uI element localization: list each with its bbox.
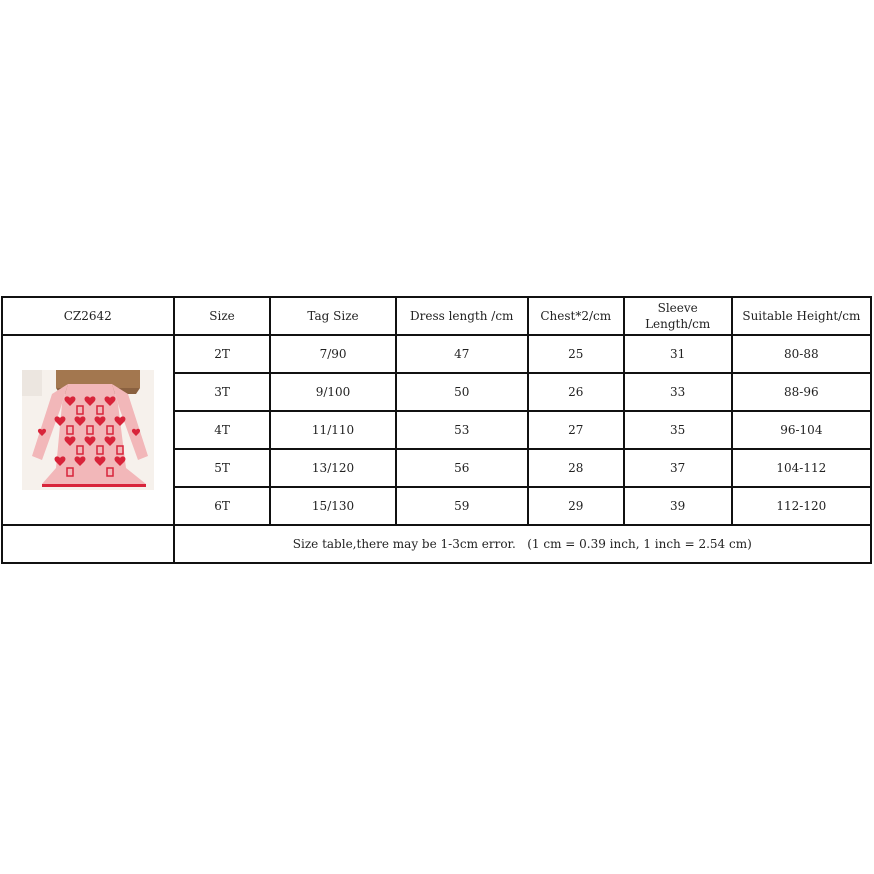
dress-length-cell: 53 — [396, 411, 528, 449]
dress-length-cell: 56 — [396, 449, 528, 487]
note-empty-cell — [2, 525, 174, 563]
dress-length-cell: 59 — [396, 487, 528, 525]
header-chest: Chest*2/cm — [528, 297, 624, 335]
sleeve-length-cell: 35 — [624, 411, 732, 449]
header-dress-length: Dress length /cm — [396, 297, 528, 335]
size-cell: 2T — [174, 335, 271, 373]
sleeve-length-cell: 39 — [624, 487, 732, 525]
suitable-height-cell: 104-112 — [732, 449, 871, 487]
chest-cell: 28 — [528, 449, 624, 487]
suitable-height-cell: 80-88 — [732, 335, 871, 373]
note-row — [2, 525, 871, 563]
product-code-cell — [2, 297, 174, 335]
size-note: Size table,there may be 1-3cm error. (1 cm = 0.39 inch, 1 inch = 2.54 cm) — [292, 537, 752, 551]
tag-size-cell: 9/100 — [270, 373, 395, 411]
product-photo — [22, 370, 154, 490]
tag-size-cell: 15/130 — [270, 487, 395, 525]
tag-size-cell: 7/90 — [270, 335, 395, 373]
suitable-height-cell: 96-104 — [732, 411, 871, 449]
tag-size-cell: 11/110 — [270, 411, 395, 449]
size-table — [1, 296, 872, 564]
header-tag-size: Tag Size — [270, 297, 395, 335]
header-row — [2, 297, 871, 335]
note-cell — [174, 525, 871, 563]
sleeve-length-cell: 31 — [624, 335, 732, 373]
product-image-cell — [2, 335, 174, 525]
header-sleeve-length: Sleeve Length/cm — [624, 297, 732, 335]
chest-cell: 27 — [528, 411, 624, 449]
size-cell: 6T — [174, 487, 271, 525]
suitable-height-cell: 112-120 — [732, 487, 871, 525]
size-cell: 5T — [174, 449, 271, 487]
tag-size-cell: 13/120 — [270, 449, 395, 487]
header-suitable-height: Suitable Height/cm — [732, 297, 871, 335]
product-code: CZ2642 — [63, 309, 112, 323]
suitable-height-cell: 88-96 — [732, 373, 871, 411]
chest-cell: 25 — [528, 335, 624, 373]
table-row — [2, 335, 871, 373]
header-size: Size — [174, 297, 271, 335]
chest-cell: 26 — [528, 373, 624, 411]
chest-cell: 29 — [528, 487, 624, 525]
sleeve-length-cell: 37 — [624, 449, 732, 487]
dress-length-cell: 47 — [396, 335, 528, 373]
dress-illustration — [22, 370, 154, 490]
sleeve-length-cell: 33 — [624, 373, 732, 411]
dress-length-cell: 50 — [396, 373, 528, 411]
size-cell: 3T — [174, 373, 271, 411]
size-cell: 4T — [174, 411, 271, 449]
